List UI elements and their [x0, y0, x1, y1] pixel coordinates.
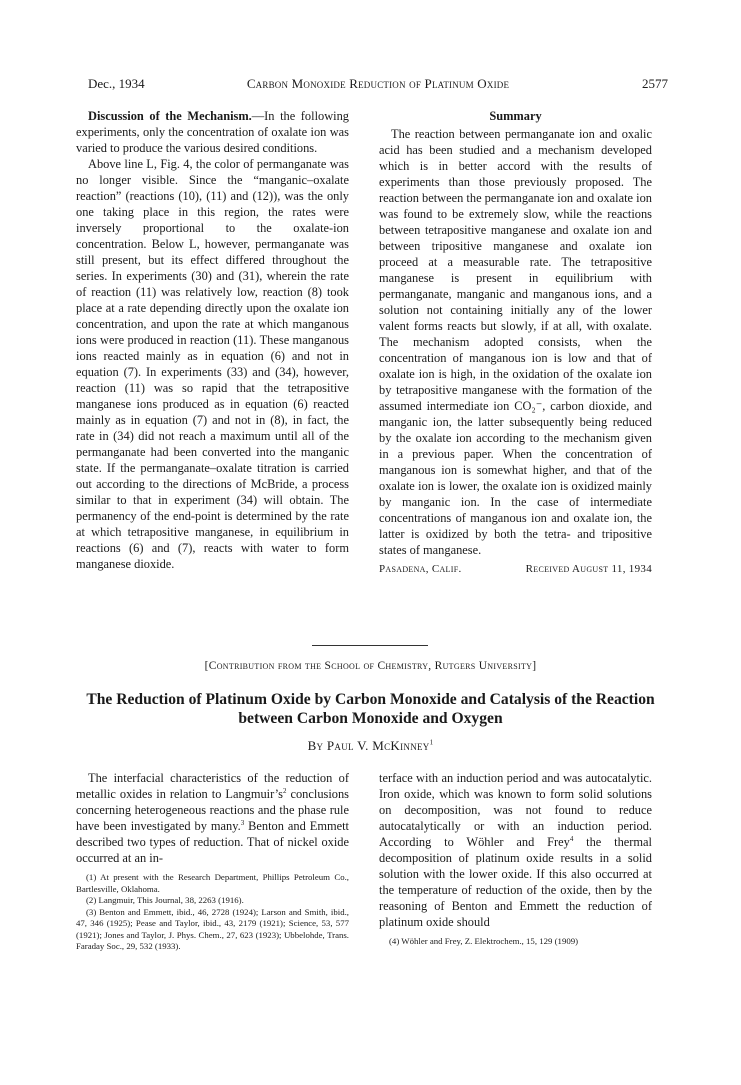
byline	[76, 738, 665, 754]
section-divider	[312, 645, 428, 646]
summary-heading: Summary	[489, 109, 542, 123]
footnote-3: (3) Benton and Emmett, ibid., 46, 2728 (1924); Larson and Smith, ibid., 47, 346 (1925); Pease and Taylor, ibid., 43, 2179 (1921); Science, 53, 577 (1921); Jones and Taylor, J. Phys. Chem., 27, 623 (1923); Ubbelohde, Trans. Faraday Soc., 29, 532 (1933).	[76, 906, 349, 951]
received-date: Received August 11, 1934	[525, 563, 652, 575]
article-left-column	[76, 770, 349, 953]
header-date: Dec., 1934	[88, 76, 145, 91]
contribution-line: [Contribution from the School of Chemistry, Rutgers University]	[204, 660, 537, 672]
continued-paragraph	[379, 770, 652, 930]
intro-paragraph	[76, 770, 349, 866]
footnotes-left	[76, 872, 349, 953]
footnote-mark-3: 3	[240, 818, 245, 827]
running-header	[88, 76, 668, 92]
summary-column	[379, 108, 652, 577]
page-number: 2577	[642, 76, 668, 91]
discussion-paragraph-1	[76, 108, 349, 156]
continued-text-a: terface with an induction period and was autocatalytic. Iron oxide, which was known to form solid solutions on decomposition, was not found to reduce autocatalytically or with an induction period. According to Wöhler and Frey	[379, 771, 652, 849]
footnote-2: (2) Langmuir, This Journal, 38, 2263 (1916).	[86, 895, 244, 905]
header-title: Carbon Monoxide Reduction of Platinum Oxide	[246, 76, 510, 91]
footnote-mark-2: 2	[282, 786, 287, 795]
continued-text-b: the thermal decomposition of platinum oxide results in a solid solution with the lower oxide. If this also occurred at the temperature of reduction of the oxide, then by the reasoning of Benton and Emmett the reduction of platinum oxide should	[379, 835, 652, 929]
signature-line	[379, 561, 652, 577]
author: By Paul V. McKinney	[307, 738, 430, 753]
discussion-paragraph-2: Above line L, Fig. 4, the color of permanganate was no longer visible. Since the “manganic–oxalate reaction” (reactions (10), (11) and (12)), was the only one taking place in this region, the rates were inversely proportional to the oxalate-ion concentration. Below L, however, permanganate was still present, but its effect differed throughout the series. In experiments (30) and (31), wherein the rate of reaction (11) was relatively low, reaction (8) took place at a rate depending directly upon the oxalate ion concentration, and upon the rate at which manganous ions were produced in reaction (11). These manganous ions reacted mainly as in equation (6) and not in equation (7). In experiments (33) and (34), however, reaction (11) was so rapid that the tetrapositive manganese ions produced as in equation (6) reacted mainly as in equation (7) and not in (8), in fact, the rate in (34) did not reach a maximum until all of the permanganate had been converted into the manganic state. If the permanganate–oxalate titration is carried out according to the directions of McBride, a process similar to that in experiment (34) will obtain. The permanency of the end-point is determined by the rate at which tetrapositive manganese, in equilibrium in reactions (6) and (7), reacts with water to form manganese dioxide.	[76, 157, 349, 571]
article-right-column	[379, 770, 652, 948]
summary-text: The reaction between permanganate ion and oxalic acid has been studied and a mechanism developed which is in better accord with the results of experiments than those previously proposed. The reaction between the permanganate ion and oxalate ion was found to be extremely slow, while the reactions between tetrapositive manganese and oxalate ion and between tripositive manganese and oxalate ion proceed at a measurable rate. The tetrapositive manganese is present in equilibrium with permanganate, manganic and manganous ions, and a solution not containing initially any of the lower valent forms reacts but slowly, if at all, with oxalate. The mechanism adopted consists, when the concentration of manganous ion is low and that of oxalate ion is high, in the oxidation of the oxalate ion by tetrapositive manganese with the formation of the assumed intermediate ion CO₂⁻, carbon dioxide, and manganic ion, the latter subsequently being reduced by the oxalate ion according to the mechanism given in a previous paper. When the concentration of manganous ion is somewhat higher, and that of the oxalate ion is lower, the oxalate ion is oxidized mainly by manganic ion. In the case of intermediate concentrations of manganous ion and oxalate ion, the latter is oxidized by both the tetra- and tripositive states of manganese.	[379, 127, 652, 557]
place: Pasadena, Calif.	[379, 563, 462, 575]
intro-text-c: Benton and Emmett described two types of reduction. That of nickel oxide occurred at an in-	[76, 819, 349, 865]
discussion-column	[76, 108, 349, 572]
intro-text-a: The interfacial characteristics of the reduction of metallic oxides in relation to Langmuir’s	[76, 771, 349, 801]
footnote-1: (1) At present with the Research Department, Phillips Petroleum Co., Bartlesville, Oklahoma.	[76, 872, 349, 894]
footnotes-right	[379, 936, 652, 948]
intro-text-b: conclusions concerning heterogeneous reactions and the phase rule have been investigated by many.	[76, 787, 349, 833]
footnote-mark-4: 4	[569, 834, 574, 843]
footnote-4: (4) Wöhler and Frey, Z. Elektrochem., 15, 129 (1909)	[389, 936, 579, 946]
article-title: The Reduction of Platinum Oxide by Carbon Monoxide and Catalysis of the Reaction between Carbon Monoxide and Oxygen	[86, 691, 655, 727]
discussion-text-1: —In the following experiments, only the concentration of oxalate ion was varied to produce the various desired conditions.	[76, 109, 349, 155]
byline-footnote-mark: 1	[429, 738, 434, 747]
discussion-heading: Discussion of the Mechanism.	[88, 109, 252, 123]
